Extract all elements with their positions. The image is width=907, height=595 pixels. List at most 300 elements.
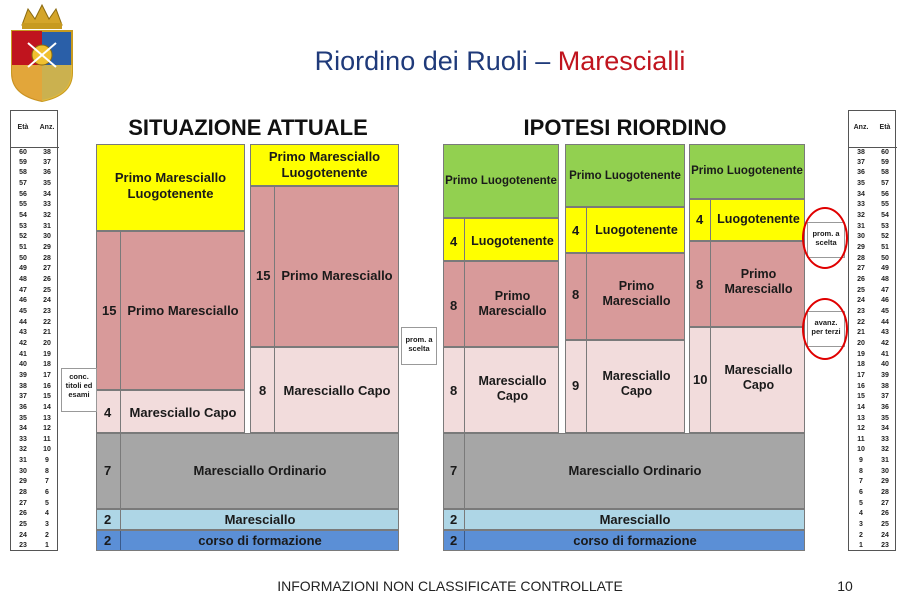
proposed-col2-luogotenente xyxy=(565,207,685,253)
scale-row xyxy=(849,190,897,201)
scale-row xyxy=(11,467,59,478)
emblem-logo xyxy=(8,3,76,103)
cell-label: Primo Luogotenente xyxy=(569,170,681,182)
proposed-maresciallo-ordinario xyxy=(443,433,805,509)
cell-years: 4 xyxy=(696,212,704,227)
scale-value: 31 xyxy=(19,457,27,465)
scale-row xyxy=(11,435,59,446)
scale-value: 47 xyxy=(19,286,27,294)
scale-row xyxy=(849,531,897,542)
cell-label: Maresciallo xyxy=(599,512,671,527)
scale-value: 35 xyxy=(43,179,51,187)
left-scale-header-anz: Anz. xyxy=(39,124,55,131)
scale-value: 58 xyxy=(19,169,27,177)
scale-value: 33 xyxy=(19,435,27,443)
scale-value: 31 xyxy=(881,457,889,465)
scale-row xyxy=(849,467,897,478)
scale-value: 27 xyxy=(43,265,51,273)
scale-value: 37 xyxy=(43,158,51,166)
note-text: conc. titoli ed esami xyxy=(65,372,93,399)
scale-value: 12 xyxy=(43,425,51,433)
cell-label: Primo Maresciallo Luogotenente xyxy=(268,149,381,180)
scale-value: 53 xyxy=(19,222,27,230)
scale-value: 4 xyxy=(859,510,863,518)
scale-value: 26 xyxy=(19,510,27,518)
cell-label: Primo Maresciallo Luogotenente xyxy=(114,170,227,201)
scale-value: 46 xyxy=(881,297,889,305)
scale-row xyxy=(849,328,897,339)
scale-value: 54 xyxy=(19,211,27,219)
scale-row xyxy=(11,509,59,520)
scale-row xyxy=(849,499,897,510)
cell-years: 8 xyxy=(572,287,580,302)
scale-row xyxy=(11,499,59,510)
scale-value: 35 xyxy=(857,179,865,187)
scale-row xyxy=(849,275,897,286)
scale-row xyxy=(849,307,897,318)
scale-value: 60 xyxy=(881,149,889,156)
scale-row xyxy=(849,211,897,222)
current-maresciallo-ordinario xyxy=(96,433,399,509)
page-title xyxy=(180,46,820,77)
current-maresciallo xyxy=(96,509,399,530)
note-text: prom. a scelta xyxy=(812,229,840,247)
proposed-col2-primo-luogotenente xyxy=(565,144,685,207)
cell-years: 8 xyxy=(450,298,458,313)
scale-value: 36 xyxy=(881,403,889,411)
scale-value: 40 xyxy=(881,361,889,369)
scale-value: 42 xyxy=(881,339,889,347)
scale-value: 51 xyxy=(881,243,889,251)
scale-value: 36 xyxy=(43,169,51,177)
scale-value: 37 xyxy=(857,158,865,166)
scale-value: 32 xyxy=(881,446,889,454)
cell-label: Primo Maresciallo xyxy=(127,303,239,318)
scale-row xyxy=(849,286,897,297)
scale-row xyxy=(849,488,897,499)
left-age-scale xyxy=(10,110,58,551)
scale-row xyxy=(849,435,897,446)
cell-label: Primo Maresciallo xyxy=(478,289,547,318)
scale-row xyxy=(849,371,897,382)
scale-row xyxy=(849,243,897,254)
cell-years: 9 xyxy=(572,378,580,393)
scale-value: 15 xyxy=(857,393,865,401)
scale-row xyxy=(849,392,897,403)
scale-value: 27 xyxy=(857,265,865,273)
scale-value: 23 xyxy=(19,542,27,550)
scale-row xyxy=(11,296,59,307)
cell-years: 7 xyxy=(450,463,458,478)
footer-page-number: 10 xyxy=(837,578,853,594)
current-primo-maresciallo-left xyxy=(96,231,245,390)
scale-value: 34 xyxy=(881,425,889,433)
scale-value: 39 xyxy=(19,371,27,379)
scale-value: 16 xyxy=(43,382,51,390)
cell-years: 4 xyxy=(572,223,580,238)
red-highlight-circle-avanzamento xyxy=(802,298,848,360)
scale-value: 38 xyxy=(881,382,889,390)
scale-value: 40 xyxy=(19,361,27,369)
scale-value: 39 xyxy=(881,371,889,379)
scale-value: 7 xyxy=(859,478,863,486)
scale-row xyxy=(849,168,897,179)
scale-row xyxy=(11,445,59,456)
title-part-1: Riordino dei Ruoli – xyxy=(314,46,558,76)
scale-value: 6 xyxy=(45,489,49,497)
cell-label: Maresciallo Capo xyxy=(602,369,671,398)
scale-row xyxy=(849,360,897,371)
scale-value: 55 xyxy=(19,201,27,209)
proposed-corso-di-formazione xyxy=(443,530,805,551)
cell-label: corso di formazione xyxy=(573,533,697,548)
scale-value: 46 xyxy=(19,297,27,305)
scale-value: 27 xyxy=(881,499,889,507)
scale-row xyxy=(11,541,59,552)
proposed-col3-luogotenente xyxy=(689,199,805,241)
scale-value: 26 xyxy=(881,510,889,518)
scale-value: 50 xyxy=(881,254,889,262)
scale-value: 3 xyxy=(45,521,49,529)
scale-row xyxy=(849,403,897,414)
scale-value: 27 xyxy=(19,499,27,507)
scale-row xyxy=(11,360,59,371)
scale-value: 28 xyxy=(881,489,889,497)
note-promozione-a-scelta-current xyxy=(401,327,437,365)
scale-value: 44 xyxy=(881,318,889,326)
scale-value: 14 xyxy=(43,403,51,411)
note-text: avanz. per terzi xyxy=(811,318,841,336)
scale-row xyxy=(11,477,59,488)
proposed-col3-primo-luogotenente xyxy=(689,144,805,199)
scale-value: 20 xyxy=(43,339,51,347)
scale-value: 15 xyxy=(43,393,51,401)
scale-value: 30 xyxy=(43,233,51,241)
scale-value: 13 xyxy=(857,414,865,422)
cell-years: 2 xyxy=(104,533,112,548)
scale-value: 58 xyxy=(881,169,889,177)
scale-value: 24 xyxy=(857,297,865,305)
proposed-col1-luogotenente xyxy=(443,218,559,261)
scale-value: 18 xyxy=(43,361,51,369)
scale-row xyxy=(11,254,59,265)
scale-value: 28 xyxy=(19,489,27,497)
scale-row xyxy=(11,424,59,435)
scale-value: 57 xyxy=(19,179,27,187)
title-part-2: Marescialli xyxy=(557,46,686,76)
cell-label: Primo Luogotenente xyxy=(691,165,803,177)
scale-value: 35 xyxy=(19,414,27,422)
scale-value: 25 xyxy=(857,286,865,294)
scale-value: 42 xyxy=(19,339,27,347)
scale-row xyxy=(11,488,59,499)
scale-value: 33 xyxy=(43,201,51,209)
scale-value: 16 xyxy=(857,382,865,390)
cell-years: 2 xyxy=(104,512,112,527)
scale-value: 49 xyxy=(881,265,889,273)
scale-value: 25 xyxy=(881,521,889,529)
scale-value: 19 xyxy=(43,350,51,358)
cell-label: Luogotenente xyxy=(595,223,678,237)
scale-value: 11 xyxy=(857,435,865,443)
scale-value: 29 xyxy=(43,243,51,251)
cell-label: Maresciallo Ordinario xyxy=(193,463,327,478)
current-primo-maresciallo-luogotenente-left xyxy=(96,144,245,231)
scale-value: 50 xyxy=(19,254,27,262)
scale-row xyxy=(11,211,59,222)
scale-value: 17 xyxy=(43,371,51,379)
scale-row xyxy=(11,168,59,179)
scale-value: 54 xyxy=(881,211,889,219)
cell-label: Primo Maresciallo xyxy=(281,268,393,283)
scale-row xyxy=(849,222,897,233)
scale-value: 5 xyxy=(45,499,49,507)
cell-label: Luogotenente xyxy=(717,212,800,226)
scale-row xyxy=(849,414,897,425)
scale-value: 49 xyxy=(19,265,27,273)
scale-value: 10 xyxy=(43,446,51,454)
cell-years: 2 xyxy=(450,533,458,548)
scale-value: 4 xyxy=(45,510,49,518)
note-concorso-titoli-esami xyxy=(61,368,97,412)
scale-value: 17 xyxy=(857,371,865,379)
scale-value: 35 xyxy=(881,414,889,422)
proposed-maresciallo xyxy=(443,509,805,530)
scale-row xyxy=(849,509,897,520)
scale-row xyxy=(849,200,897,211)
scale-value: 22 xyxy=(857,318,865,326)
footer-classification: INFORMAZIONI NON CLASSIFICATE CONTROLLATE xyxy=(277,578,623,594)
cell-years: 7 xyxy=(104,463,112,478)
current-primo-maresciallo-right xyxy=(250,186,399,347)
cell-label: Maresciallo Capo xyxy=(129,405,237,420)
cell-label: Maresciallo Ordinario xyxy=(568,463,702,478)
scale-value: 32 xyxy=(857,211,865,219)
scale-value: 56 xyxy=(881,190,889,198)
red-highlight-circle-promozione xyxy=(802,207,848,269)
scale-row xyxy=(11,190,59,201)
cell-label: Luogotenente xyxy=(471,234,554,248)
scale-value: 14 xyxy=(857,403,865,411)
scale-row xyxy=(11,403,59,414)
scale-row xyxy=(11,339,59,350)
proposed-col3-primo-maresciallo xyxy=(689,241,805,327)
cell-label: Maresciallo xyxy=(224,512,296,527)
scale-row xyxy=(849,254,897,265)
scale-row xyxy=(11,275,59,286)
scale-value: 20 xyxy=(857,339,865,347)
cell-label: Maresciallo Capo xyxy=(283,383,391,398)
cell-years: 15 xyxy=(102,303,117,318)
scale-row xyxy=(849,541,897,552)
scale-row xyxy=(849,382,897,393)
scale-value: 23 xyxy=(881,542,889,550)
scale-value: 13 xyxy=(43,414,51,422)
scale-value: 34 xyxy=(19,425,27,433)
scale-value: 9 xyxy=(45,457,49,465)
scale-value: 8 xyxy=(45,467,49,475)
scale-row xyxy=(11,328,59,339)
note-text: prom. a scelta xyxy=(405,335,433,353)
scale-value: 41 xyxy=(19,350,27,358)
scale-value: 32 xyxy=(19,446,27,454)
scale-value: 34 xyxy=(857,190,865,198)
current-primo-maresciallo-luogotenente-right xyxy=(250,144,399,186)
scale-value: 23 xyxy=(43,307,51,315)
scale-value: 47 xyxy=(881,286,889,294)
scale-row xyxy=(11,232,59,243)
scale-value: 24 xyxy=(881,531,889,539)
scale-value: 55 xyxy=(881,201,889,209)
heading-proposed: IPOTESI RIORDINO xyxy=(523,115,727,140)
proposed-col2-primo-maresciallo xyxy=(565,253,685,340)
scale-row xyxy=(11,179,59,190)
scale-value: 2 xyxy=(45,531,49,539)
cell-years: 4 xyxy=(104,405,112,420)
scale-value: 5 xyxy=(859,499,863,507)
right-age-scale xyxy=(848,110,896,551)
scale-value: 37 xyxy=(19,393,27,401)
heading-current: SITUAZIONE ATTUALE xyxy=(128,115,368,140)
scale-row xyxy=(11,200,59,211)
scale-value: 45 xyxy=(19,307,27,315)
scale-row xyxy=(849,318,897,329)
scale-value: 33 xyxy=(881,435,889,443)
cell-label: Maresciallo Capo xyxy=(478,374,547,403)
scale-value: 29 xyxy=(857,243,865,251)
scale-row xyxy=(849,296,897,307)
scale-value: 25 xyxy=(43,286,51,294)
scale-row xyxy=(849,456,897,467)
scale-value: 1 xyxy=(859,542,863,550)
current-corso-di-formazione xyxy=(96,530,399,551)
scale-row xyxy=(849,424,897,435)
proposed-col1-maresciallo-capo xyxy=(443,347,559,433)
scale-value: 24 xyxy=(19,531,27,539)
scale-row xyxy=(849,158,897,169)
scale-value: 18 xyxy=(857,361,865,369)
scale-row xyxy=(11,307,59,318)
scale-value: 7 xyxy=(45,478,49,486)
scale-value: 43 xyxy=(881,329,889,337)
scale-row xyxy=(11,158,59,169)
scale-row xyxy=(11,382,59,393)
scale-row xyxy=(11,456,59,467)
scale-value: 31 xyxy=(43,222,51,230)
scale-value: 29 xyxy=(881,478,889,486)
scale-value: 24 xyxy=(43,297,51,305)
cell-years: 10 xyxy=(693,372,708,387)
scale-value: 43 xyxy=(19,329,27,337)
scale-value: 53 xyxy=(881,222,889,230)
scale-row xyxy=(11,371,59,382)
scale-value: 28 xyxy=(857,254,865,262)
current-maresciallo-capo-right xyxy=(250,347,399,433)
cell-label: Primo Maresciallo xyxy=(602,279,671,308)
scale-row xyxy=(849,445,897,456)
right-scale-header-anz: Anz. xyxy=(853,124,869,131)
scale-value: 52 xyxy=(19,233,27,241)
scale-row xyxy=(11,531,59,542)
scale-value: 48 xyxy=(881,275,889,283)
proposed-col1-primo-maresciallo xyxy=(443,261,559,347)
scale-value: 36 xyxy=(857,169,865,177)
scale-value: 25 xyxy=(19,521,27,529)
scale-row xyxy=(11,414,59,425)
scale-value: 30 xyxy=(857,233,865,241)
scale-row xyxy=(849,520,897,531)
cell-years: 8 xyxy=(450,383,458,398)
scale-value: 36 xyxy=(19,403,27,411)
left-scale-header-eta: Età xyxy=(17,124,29,131)
scale-value: 3 xyxy=(859,521,863,529)
scale-value: 31 xyxy=(857,222,865,230)
scale-value: 26 xyxy=(43,275,51,283)
scale-row xyxy=(11,392,59,403)
scale-value: 10 xyxy=(857,446,865,454)
current-maresciallo-capo-left xyxy=(96,390,245,433)
proposed-col3-maresciallo-capo xyxy=(689,327,805,433)
scale-row xyxy=(11,520,59,531)
scale-row xyxy=(849,264,897,275)
scale-value: 59 xyxy=(881,158,889,166)
scale-value: 33 xyxy=(857,201,865,209)
cell-label: Primo Luogotenente xyxy=(445,175,557,187)
scale-row xyxy=(849,232,897,243)
scale-value: 38 xyxy=(43,149,51,156)
scale-value: 30 xyxy=(881,467,889,475)
cell-years: 15 xyxy=(256,268,271,283)
cell-label: corso di formazione xyxy=(198,533,322,548)
right-scale-header-eta: Età xyxy=(879,124,891,131)
scale-value: 32 xyxy=(43,211,51,219)
scale-value: 52 xyxy=(881,233,889,241)
scale-value: 23 xyxy=(857,307,865,315)
scale-value: 6 xyxy=(859,489,863,497)
scale-value: 29 xyxy=(19,478,27,486)
scale-value: 45 xyxy=(881,307,889,315)
cell-years: 2 xyxy=(450,512,458,527)
scale-row xyxy=(11,243,59,254)
scale-row xyxy=(849,179,897,190)
proposed-col1-primo-luogotenente xyxy=(443,144,559,218)
scale-value: 56 xyxy=(19,190,27,198)
scale-row xyxy=(849,339,897,350)
cell-years: 4 xyxy=(450,234,458,249)
scale-value: 38 xyxy=(19,382,27,390)
scale-row xyxy=(11,222,59,233)
scale-row xyxy=(11,286,59,297)
cell-label: Primo Maresciallo xyxy=(724,267,793,296)
scale-value: 11 xyxy=(43,435,51,443)
scale-value: 2 xyxy=(859,531,863,539)
scale-value: 44 xyxy=(19,318,27,326)
cell-years: 8 xyxy=(259,383,267,398)
proposed-col2-maresciallo-capo xyxy=(565,340,685,433)
scale-value: 12 xyxy=(857,425,865,433)
scale-value: 30 xyxy=(19,467,27,475)
scale-value: 37 xyxy=(881,393,889,401)
scale-value: 41 xyxy=(881,350,889,358)
cell-years: 8 xyxy=(696,277,704,292)
scale-value: 22 xyxy=(43,318,51,326)
scale-value: 28 xyxy=(43,254,51,262)
scale-value: 21 xyxy=(857,329,865,337)
scale-value: 26 xyxy=(857,275,865,283)
scale-value: 19 xyxy=(857,350,865,358)
scale-value: 57 xyxy=(881,179,889,187)
scale-value: 9 xyxy=(859,457,863,465)
